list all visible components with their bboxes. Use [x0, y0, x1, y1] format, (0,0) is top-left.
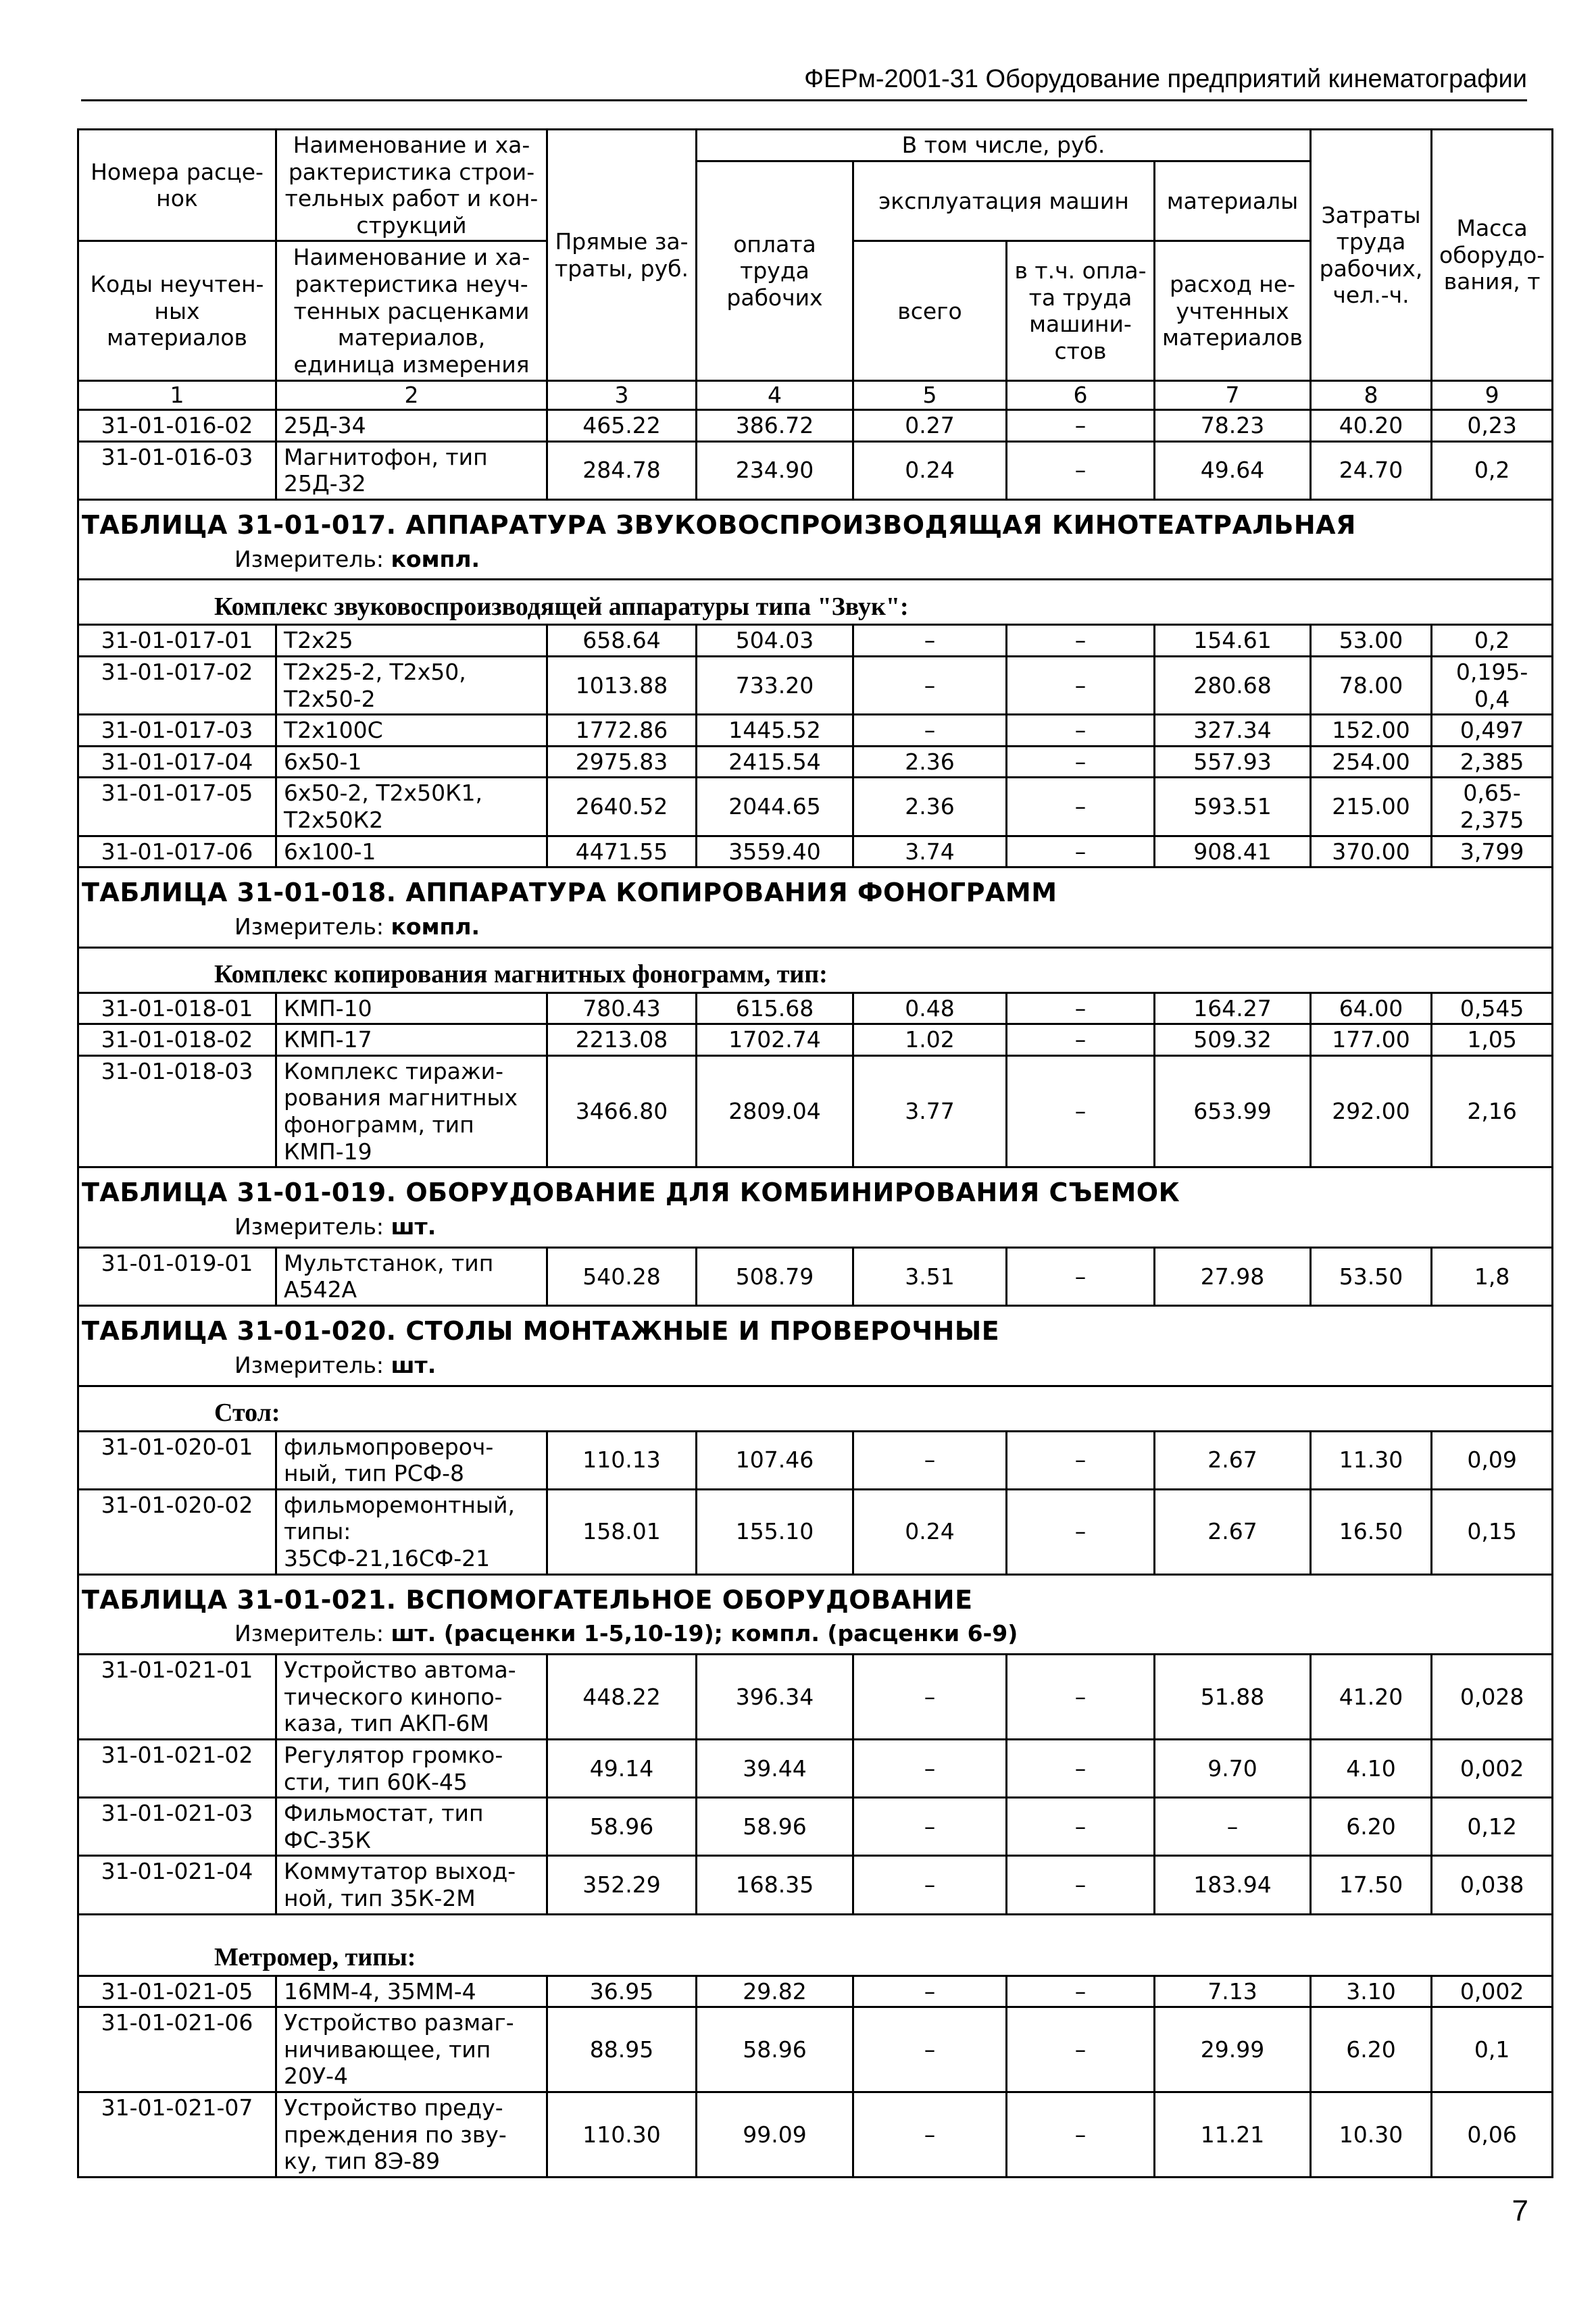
rate-code: 31-01-018-01	[78, 992, 276, 1024]
table-row	[78, 1739, 1553, 1797]
materials: 2.67	[1155, 1489, 1311, 1574]
machinists-wages: –	[1007, 836, 1155, 867]
wages: 155.10	[697, 1489, 853, 1574]
materials: 9.70	[1155, 1739, 1311, 1797]
column-number: 6	[1007, 381, 1155, 410]
mass: 0,06	[1432, 2092, 1553, 2177]
machines-total: –	[853, 1798, 1007, 1856]
header-labor-costs: Затраты труда рабочих, чел.-ч.	[1311, 130, 1432, 381]
wages: 168.35	[697, 1856, 853, 1914]
rate-code: 31-01-016-03	[78, 441, 276, 499]
machinists-wages: –	[1007, 1798, 1155, 1856]
direct-costs: 88.95	[547, 2007, 697, 2092]
column-number: 5	[853, 381, 1007, 410]
section-31-01-020	[78, 1306, 1553, 1575]
column-number: 8	[1311, 381, 1432, 410]
column-number: 9	[1432, 381, 1553, 410]
rates-table	[77, 128, 1553, 2178]
machinists-wages: –	[1007, 1055, 1155, 1167]
table-row	[78, 1055, 1553, 1167]
wages: 386.72	[697, 409, 853, 441]
rate-code: 31-01-018-02	[78, 1024, 276, 1056]
machinists-wages: –	[1007, 1024, 1155, 1056]
rate-code: 31-01-020-02	[78, 1489, 276, 1574]
materials: 154.61	[1155, 625, 1311, 657]
header-unaccounted-materials-name: Наименование и ха-рактеристика неуч-тенных расценками материалов, единица измерения	[276, 241, 547, 381]
section-31-01-021	[78, 1574, 1553, 2177]
mass: 0,65-2,375	[1432, 778, 1553, 836]
labor: 6.20	[1311, 1798, 1432, 1856]
mass: 0,028	[1432, 1655, 1553, 1740]
page-number: 7	[1512, 2194, 1528, 2228]
machines-total: –	[853, 2007, 1007, 2092]
machines-total: 0.24	[853, 1489, 1007, 1574]
wages: 3559.40	[697, 836, 853, 867]
machines-total: –	[853, 1655, 1007, 1740]
mass: 0,09	[1432, 1431, 1553, 1489]
materials: 908.41	[1155, 836, 1311, 867]
wages: 58.96	[697, 1798, 853, 1856]
labor: 4.10	[1311, 1739, 1432, 1797]
header-machines-total: всего	[853, 241, 1007, 381]
measure-label: Измеритель:	[234, 1351, 384, 1378]
table-row	[78, 715, 1553, 747]
labor: 17.50	[1311, 1856, 1432, 1914]
machinists-wages: –	[1007, 1655, 1155, 1740]
rate-name: Коммутатор выход-ной, тип 35К-2М	[276, 1856, 547, 1914]
table-row	[78, 625, 1553, 657]
rate-name: фильмопровероч-ный, тип РСФ-8	[276, 1431, 547, 1489]
machinists-wages: –	[1007, 992, 1155, 1024]
header-unaccounted-codes: Коды неучтен-ных материалов	[78, 241, 276, 381]
measure-unit: компл.	[391, 913, 480, 940]
table-row	[78, 1856, 1553, 1914]
machinists-wages: –	[1007, 1739, 1155, 1797]
measure-unit: шт.	[391, 1213, 437, 1240]
rate-code: 31-01-021-02	[78, 1739, 276, 1797]
rate-name: Магнитофон, тип 25Д-32	[276, 441, 547, 499]
machinists-wages: –	[1007, 1489, 1155, 1574]
mass: 0,12	[1432, 1798, 1553, 1856]
rate-name: 16ММ-4, 35ММ-4	[276, 1976, 547, 2007]
rate-name: 6х50-2, Т2х50К1, Т2х50К2	[276, 778, 547, 836]
table-row	[78, 1976, 1553, 2007]
labor: 3.10	[1311, 1976, 1432, 2007]
measure-line	[78, 540, 1553, 580]
rate-name: Т2х25	[276, 625, 547, 657]
table-row	[78, 746, 1553, 778]
table-title: ТАБЛИЦА 31-01-017. АППАРАТУРА ЗВУКОВОСПРОИЗВОДЯЩАЯ КИНОТЕАТРАЛЬНАЯ	[78, 499, 1553, 540]
direct-costs: 3466.80	[547, 1055, 697, 1167]
mass: 3,799	[1432, 836, 1553, 867]
materials: 593.51	[1155, 778, 1311, 836]
measure-unit: компл.	[391, 545, 480, 572]
labor: 41.20	[1311, 1655, 1432, 1740]
materials: 653.99	[1155, 1055, 1311, 1167]
table-row	[78, 992, 1553, 1024]
machinists-wages: –	[1007, 1856, 1155, 1914]
header-machinists-wages: в т.ч. опла-та труда машини-стов	[1007, 241, 1155, 381]
labor: 16.50	[1311, 1489, 1432, 1574]
header-work-name: Наименование и ха-рактеристика строи-тельных работ и кон-струкций	[276, 130, 547, 241]
rate-code: 31-01-017-05	[78, 778, 276, 836]
wages: 2809.04	[697, 1055, 853, 1167]
materials: 164.27	[1155, 992, 1311, 1024]
wages: 733.20	[697, 656, 853, 714]
direct-costs: 2213.08	[547, 1024, 697, 1056]
table-title: ТАБЛИЦА 31-01-020. СТОЛЫ МОНТАЖНЫЕ И ПРОВЕРОЧНЫЕ	[78, 1306, 1553, 1347]
measure-line	[78, 1615, 1553, 1655]
rate-code: 31-01-016-02	[78, 409, 276, 441]
machinists-wages: –	[1007, 441, 1155, 499]
header-direct-costs: Прямые за-траты, руб.	[547, 130, 697, 381]
group-heading: Метромер, типы:	[78, 1914, 1553, 1976]
machines-total: 3.74	[853, 836, 1007, 867]
table-row	[78, 836, 1553, 867]
mass: 0,002	[1432, 1976, 1553, 2007]
machines-total: –	[853, 1739, 1007, 1797]
mass: 0,2	[1432, 625, 1553, 657]
wages: 2415.54	[697, 746, 853, 778]
rate-code: 31-01-017-03	[78, 715, 276, 747]
table-title: ТАБЛИЦА 31-01-019. ОБОРУДОВАНИЕ ДЛЯ КОМБИНИРОВАНИЯ СЪЕМОК	[78, 1167, 1553, 1209]
machines-total: 2.36	[853, 778, 1007, 836]
column-number: 2	[276, 381, 547, 410]
rate-name: фильморемонтный, типы: 35СФ-21,16СФ-21	[276, 1489, 547, 1574]
wages: 39.44	[697, 1739, 853, 1797]
labor: 53.50	[1311, 1247, 1432, 1305]
machinists-wages: –	[1007, 2092, 1155, 2177]
materials: 2.67	[1155, 1431, 1311, 1489]
table-title: ТАБЛИЦА 31-01-021. ВСПОМОГАТЕЛЬНОЕ ОБОРУДОВАНИЕ	[78, 1574, 1553, 1615]
section-31-01-017	[78, 499, 1553, 867]
measure-label: Измеритель:	[234, 1620, 384, 1647]
rate-name: Мультстанок, тип А542А	[276, 1247, 547, 1305]
wages: 396.34	[697, 1655, 853, 1740]
machines-total: 3.77	[853, 1055, 1007, 1167]
labor: 53.00	[1311, 625, 1432, 657]
rate-name: Т2х25-2, Т2х50, Т2х50-2	[276, 656, 547, 714]
materials: 78.23	[1155, 409, 1311, 441]
materials: 7.13	[1155, 1976, 1311, 2007]
table-row	[78, 1024, 1553, 1056]
mass: 1,8	[1432, 1247, 1553, 1305]
measure-line	[78, 1209, 1553, 1248]
rate-code: 31-01-021-03	[78, 1798, 276, 1856]
measure-label: Измеритель:	[234, 913, 384, 940]
rate-name: Устройство размаг-ничивающее, тип 20У-4	[276, 2007, 547, 2092]
rate-name: Фильмостат, тип ФС-35К	[276, 1798, 547, 1856]
direct-costs: 49.14	[547, 1739, 697, 1797]
mass: 0,038	[1432, 1856, 1553, 1914]
mass: 0,23	[1432, 409, 1553, 441]
labor: 152.00	[1311, 715, 1432, 747]
direct-costs: 36.95	[547, 1976, 697, 2007]
labor: 292.00	[1311, 1055, 1432, 1167]
table-row	[78, 656, 1553, 714]
header-machine-operation: эксплуатация машин	[853, 161, 1155, 241]
labor: 177.00	[1311, 1024, 1432, 1056]
rate-name: 25Д-34	[276, 409, 547, 441]
table-row	[78, 2092, 1553, 2177]
wages: 99.09	[697, 2092, 853, 2177]
group-heading: Комплекс звуковоспроизводящей аппаратуры типа "Звук":	[78, 580, 1553, 625]
materials: 183.94	[1155, 1856, 1311, 1914]
section-31-01-018	[78, 867, 1553, 1167]
measure-unit: шт.	[391, 1351, 437, 1378]
rate-code: 31-01-020-01	[78, 1431, 276, 1489]
rate-code: 31-01-021-05	[78, 1976, 276, 2007]
machinists-wages: –	[1007, 2007, 1155, 2092]
measure-line	[78, 909, 1553, 948]
materials: 557.93	[1155, 746, 1311, 778]
machines-total: –	[853, 656, 1007, 714]
labor: 64.00	[1311, 992, 1432, 1024]
machines-total: 0.27	[853, 409, 1007, 441]
wages: 107.46	[697, 1431, 853, 1489]
running-header: ФЕРм-2001-31 Оборудование предприятий кинематографии	[81, 65, 1527, 101]
rate-name: 6х50-1	[276, 746, 547, 778]
materials: 327.34	[1155, 715, 1311, 747]
rate-code: 31-01-021-07	[78, 2092, 276, 2177]
machinists-wages: –	[1007, 715, 1155, 747]
direct-costs: 158.01	[547, 1489, 697, 1574]
direct-costs: 110.13	[547, 1431, 697, 1489]
table-row	[78, 1655, 1553, 1740]
mass: 0,002	[1432, 1739, 1553, 1797]
table-title: ТАБЛИЦА 31-01-018. АППАРАТУРА КОПИРОВАНИЯ ФОНОГРАММ	[78, 867, 1553, 909]
materials: 49.64	[1155, 441, 1311, 499]
mass: 2,385	[1432, 746, 1553, 778]
rate-code: 31-01-017-01	[78, 625, 276, 657]
labor: 215.00	[1311, 778, 1432, 836]
direct-costs: 58.96	[547, 1798, 697, 1856]
machines-total: –	[853, 715, 1007, 747]
direct-costs: 448.22	[547, 1655, 697, 1740]
machinists-wages: –	[1007, 1976, 1155, 2007]
labor: 254.00	[1311, 746, 1432, 778]
rate-code: 31-01-017-06	[78, 836, 276, 867]
rate-name: Комплекс тиражи-рования магнитных фонограмм, тип КМП-19	[276, 1055, 547, 1167]
direct-costs: 658.64	[547, 625, 697, 657]
table-row	[78, 778, 1553, 836]
machinists-wages: –	[1007, 1247, 1155, 1305]
table-row	[78, 1431, 1553, 1489]
rate-name: КМП-17	[276, 1024, 547, 1056]
wages: 504.03	[697, 625, 853, 657]
mass: 0,1	[1432, 2007, 1553, 2092]
direct-costs: 284.78	[547, 441, 697, 499]
measure-label: Измеритель:	[234, 545, 384, 572]
header-in-total: В том числе, руб.	[697, 130, 1311, 161]
rate-name: 6х100-1	[276, 836, 547, 867]
rate-name: Регулятор громко-сти, тип 60К-45	[276, 1739, 547, 1797]
wages: 1445.52	[697, 715, 853, 747]
labor: 11.30	[1311, 1431, 1432, 1489]
direct-costs: 2640.52	[547, 778, 697, 836]
header-unaccounted-consumption: расход не-учтенных материалов	[1155, 241, 1311, 381]
machines-total: –	[853, 625, 1007, 657]
direct-costs: 780.43	[547, 992, 697, 1024]
wages: 615.68	[697, 992, 853, 1024]
direct-costs: 1013.88	[547, 656, 697, 714]
direct-costs: 465.22	[547, 409, 697, 441]
group-heading: Стол:	[78, 1386, 1553, 1431]
column-number: 1	[78, 381, 276, 410]
machines-total: 3.51	[853, 1247, 1007, 1305]
rate-code: 31-01-017-02	[78, 656, 276, 714]
measure-unit: шт. (расценки 1-5,10-19); компл. (расценки 6-9)	[391, 1620, 1018, 1647]
mass: 0,2	[1432, 441, 1553, 499]
rate-name: Устройство автома-тического кинопо-каза, тип АКП-6М	[276, 1655, 547, 1740]
machines-total: –	[853, 1856, 1007, 1914]
rate-code: 31-01-021-04	[78, 1856, 276, 1914]
rate-code: 31-01-021-01	[78, 1655, 276, 1740]
materials: 51.88	[1155, 1655, 1311, 1740]
machines-total: 0.48	[853, 992, 1007, 1024]
machines-total: –	[853, 1976, 1007, 2007]
section-31-01-019	[78, 1167, 1553, 1306]
wages: 234.90	[697, 441, 853, 499]
labor: 370.00	[1311, 836, 1432, 867]
wages: 508.79	[697, 1247, 853, 1305]
header-rate-numbers: Номера расце-нок	[78, 130, 276, 241]
machines-total: –	[853, 2092, 1007, 2177]
header-materials: материалы	[1155, 161, 1311, 241]
rate-code: 31-01-019-01	[78, 1247, 276, 1305]
wages: 58.96	[697, 2007, 853, 2092]
machines-total: 1.02	[853, 1024, 1007, 1056]
labor: 40.20	[1311, 409, 1432, 441]
column-number: 7	[1155, 381, 1311, 410]
machinists-wages: –	[1007, 625, 1155, 657]
header-wages: оплата труда рабочих	[697, 161, 853, 381]
wages: 29.82	[697, 1976, 853, 2007]
table-header	[78, 130, 1553, 410]
rates-sheet	[77, 128, 1553, 2178]
measure-label: Измеритель:	[234, 1213, 384, 1240]
machines-total: 2.36	[853, 746, 1007, 778]
direct-costs: 540.28	[547, 1247, 697, 1305]
mass: 0,545	[1432, 992, 1553, 1024]
machinists-wages: –	[1007, 778, 1155, 836]
rate-code: 31-01-021-06	[78, 2007, 276, 2092]
column-numbers-row	[78, 381, 1553, 410]
machinists-wages: –	[1007, 746, 1155, 778]
table-row	[78, 441, 1553, 499]
header-equipment-mass: Масса оборудо-вания, т	[1432, 130, 1553, 381]
rate-code: 31-01-017-04	[78, 746, 276, 778]
mass: 0,15	[1432, 1489, 1553, 1574]
labor: 6.20	[1311, 2007, 1432, 2092]
materials: 280.68	[1155, 656, 1311, 714]
table-row	[78, 1798, 1553, 1856]
materials: –	[1155, 1798, 1311, 1856]
machinists-wages: –	[1007, 409, 1155, 441]
machines-total: 0.24	[853, 441, 1007, 499]
wages: 2044.65	[697, 778, 853, 836]
machinists-wages: –	[1007, 1431, 1155, 1489]
labor: 24.70	[1311, 441, 1432, 499]
mass: 2,16	[1432, 1055, 1553, 1167]
rate-code: 31-01-018-03	[78, 1055, 276, 1167]
materials: 29.99	[1155, 2007, 1311, 2092]
materials: 27.98	[1155, 1247, 1311, 1305]
table-row	[78, 1489, 1553, 1574]
table-row	[78, 2007, 1553, 2092]
direct-costs: 352.29	[547, 1856, 697, 1914]
machinists-wages: –	[1007, 656, 1155, 714]
materials: 509.32	[1155, 1024, 1311, 1056]
machines-total: –	[853, 1431, 1007, 1489]
direct-costs: 4471.55	[547, 836, 697, 867]
rate-name: Устройство преду-преждения по зву-ку, тип 8Э-89	[276, 2092, 547, 2177]
group-heading: Комплекс копирования магнитных фонограмм, тип:	[78, 947, 1553, 992]
rate-name: Т2х100С	[276, 715, 547, 747]
mass: 1,05	[1432, 1024, 1553, 1056]
direct-costs: 1772.86	[547, 715, 697, 747]
table-row	[78, 1247, 1553, 1305]
rows-top	[78, 409, 1553, 499]
labor: 10.30	[1311, 2092, 1432, 2177]
column-number: 3	[547, 381, 697, 410]
table-row	[78, 409, 1553, 441]
wages: 1702.74	[697, 1024, 853, 1056]
mass: 0,195-0,4	[1432, 656, 1553, 714]
mass: 0,497	[1432, 715, 1553, 747]
labor: 78.00	[1311, 656, 1432, 714]
column-number: 4	[697, 381, 853, 410]
direct-costs: 2975.83	[547, 746, 697, 778]
rate-name: КМП-10	[276, 992, 547, 1024]
direct-costs: 110.30	[547, 2092, 697, 2177]
materials: 11.21	[1155, 2092, 1311, 2177]
measure-line	[78, 1347, 1553, 1386]
